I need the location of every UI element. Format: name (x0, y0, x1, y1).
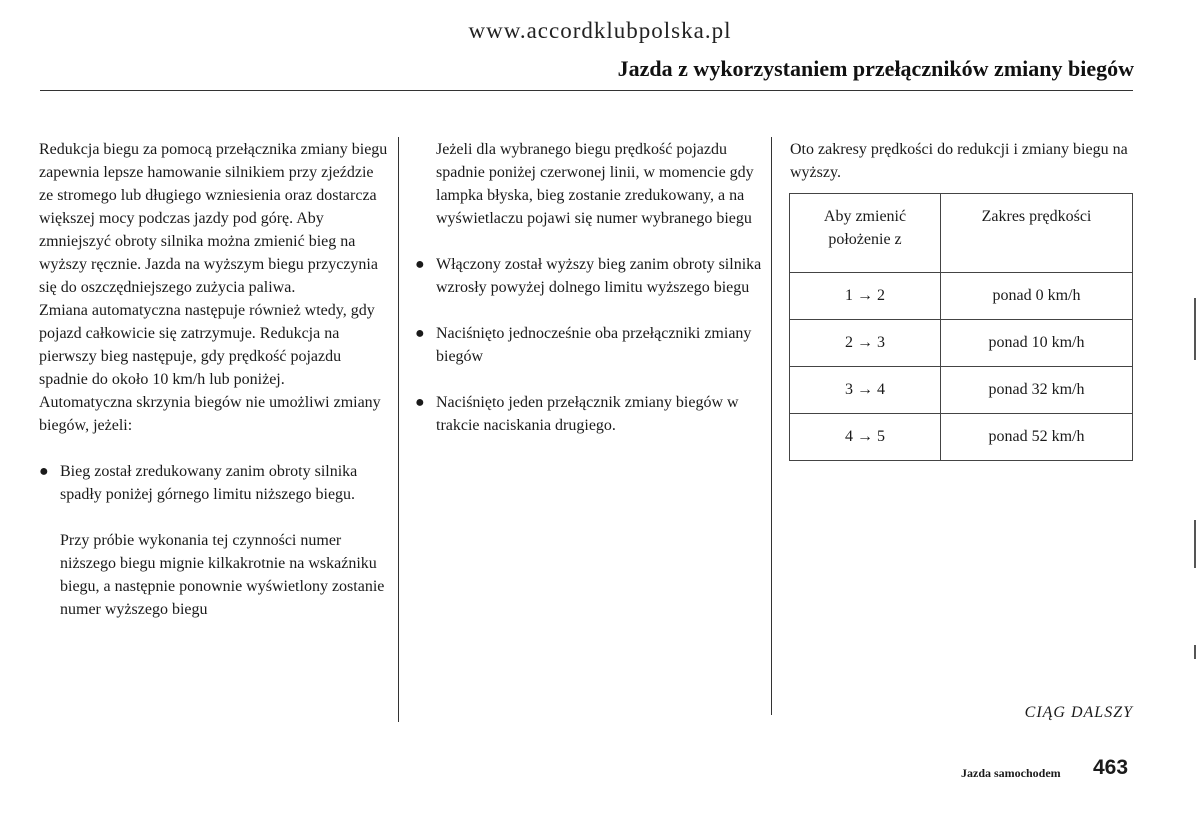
bullet-icon: ● (415, 394, 425, 411)
table-row (790, 414, 1133, 461)
watermark: www.accordklubpolska.pl (468, 18, 732, 43)
page-number: 463 (1093, 756, 1129, 779)
paragraph: Jeżeli dla wybranego biegu prędkość pojazdu spadnie poniżej czerwonej linii, w momencie gdy lampka błyska, bieg zostanie zredukowany, a na wyświetlaczu pojawi się numer wybranego biegu (436, 141, 754, 227)
header-rule (40, 90, 1133, 91)
table-cell: ponad 0 km/h (941, 273, 1133, 320)
list-item (415, 322, 765, 368)
table-row (790, 320, 1133, 367)
column-divider-2 (771, 137, 772, 715)
edge-mark (1194, 520, 1196, 568)
list-item (39, 460, 389, 506)
table-cell: 3 → 4 (790, 367, 941, 414)
table-cell: 1 → 2 (790, 273, 941, 320)
note: Przy próbie wykonania tej czynności numer niższego biegu mignie kilkakrotnie na wskaźniku biegu, a następnie ponownie wyświetlony zostanie numer wyższego biegu (60, 532, 385, 618)
table-header: Aby zmienić położenie z (790, 194, 941, 273)
list-item (415, 253, 765, 299)
list-item-text: Bieg został zredukowany zanim obroty silnika spadły poniżej górnego limitu niższego biegu. (60, 463, 358, 503)
table-cell: ponad 32 km/h (941, 367, 1133, 414)
column-2 (415, 138, 765, 437)
page-title: Jazda z wykorzystaniem przełączników zmiany biegów (617, 56, 1134, 81)
paragraph: Redukcja biegu za pomocą przełącznika zmiany biegu zapewnia lepsze hamowanie silnikiem przy zjeździe ze stromego lub długiego wzniesienia oraz dostarcza większej mocy podczas jazdy pod górę. Aby zmniejszyć obroty silnika można zmienić bieg na wyższy ręcznie. Jazda na wyższym biegu przyczynia się do oszczędniejszego zużycia paliwa. (39, 141, 388, 296)
continued-label: CIĄG DALSZY (1024, 704, 1133, 721)
list-item-text: Włączony został wyższy bieg zanim obroty silnika wzrosły powyżej dolnego limitu wyższego biegu (436, 256, 762, 296)
list-item-text: Naciśnięto jeden przełącznik zmiany biegów w trakcie naciskania drugiego. (436, 394, 739, 434)
table-header-row (790, 194, 1133, 273)
table-row (790, 273, 1133, 320)
bullet-icon: ● (415, 256, 425, 273)
column-1 (39, 138, 389, 621)
table-cell: ponad 52 km/h (941, 414, 1133, 461)
table-cell: 4 → 5 (790, 414, 941, 461)
edge-mark (1194, 645, 1196, 659)
table-header: Zakres prędkości (941, 194, 1133, 273)
column-divider-1 (398, 137, 399, 722)
column-3 (790, 138, 1130, 184)
paragraph: Zmiana automatyczna następuje również wtedy, gdy pojazd całkowicie się zatrzymuje. Redukcja na pierwszy bieg następuje, gdy prędkość pojazdu spadnie do około 10 km/h lub poniżej. (39, 302, 375, 388)
edge-mark (1194, 298, 1196, 360)
table-cell: ponad 10 km/h (941, 320, 1133, 367)
paragraph: Oto zakresy prędkości do redukcji i zmiany biegu na wyższy. (790, 141, 1128, 181)
speed-range-table (789, 193, 1133, 461)
footer-section-title: Jazda samochodem (961, 766, 1061, 780)
bullet-icon: ● (415, 325, 425, 342)
list-item-text: Naciśnięto jednocześnie oba przełączniki zmiany biegów (436, 325, 752, 365)
table-row (790, 367, 1133, 414)
table-cell: 2 → 3 (790, 320, 941, 367)
paragraph: Automatyczna skrzynia biegów nie umożliwi zmiany biegów, jeżeli: (39, 394, 381, 434)
bullet-icon: ● (39, 463, 49, 480)
list-item (415, 391, 765, 437)
